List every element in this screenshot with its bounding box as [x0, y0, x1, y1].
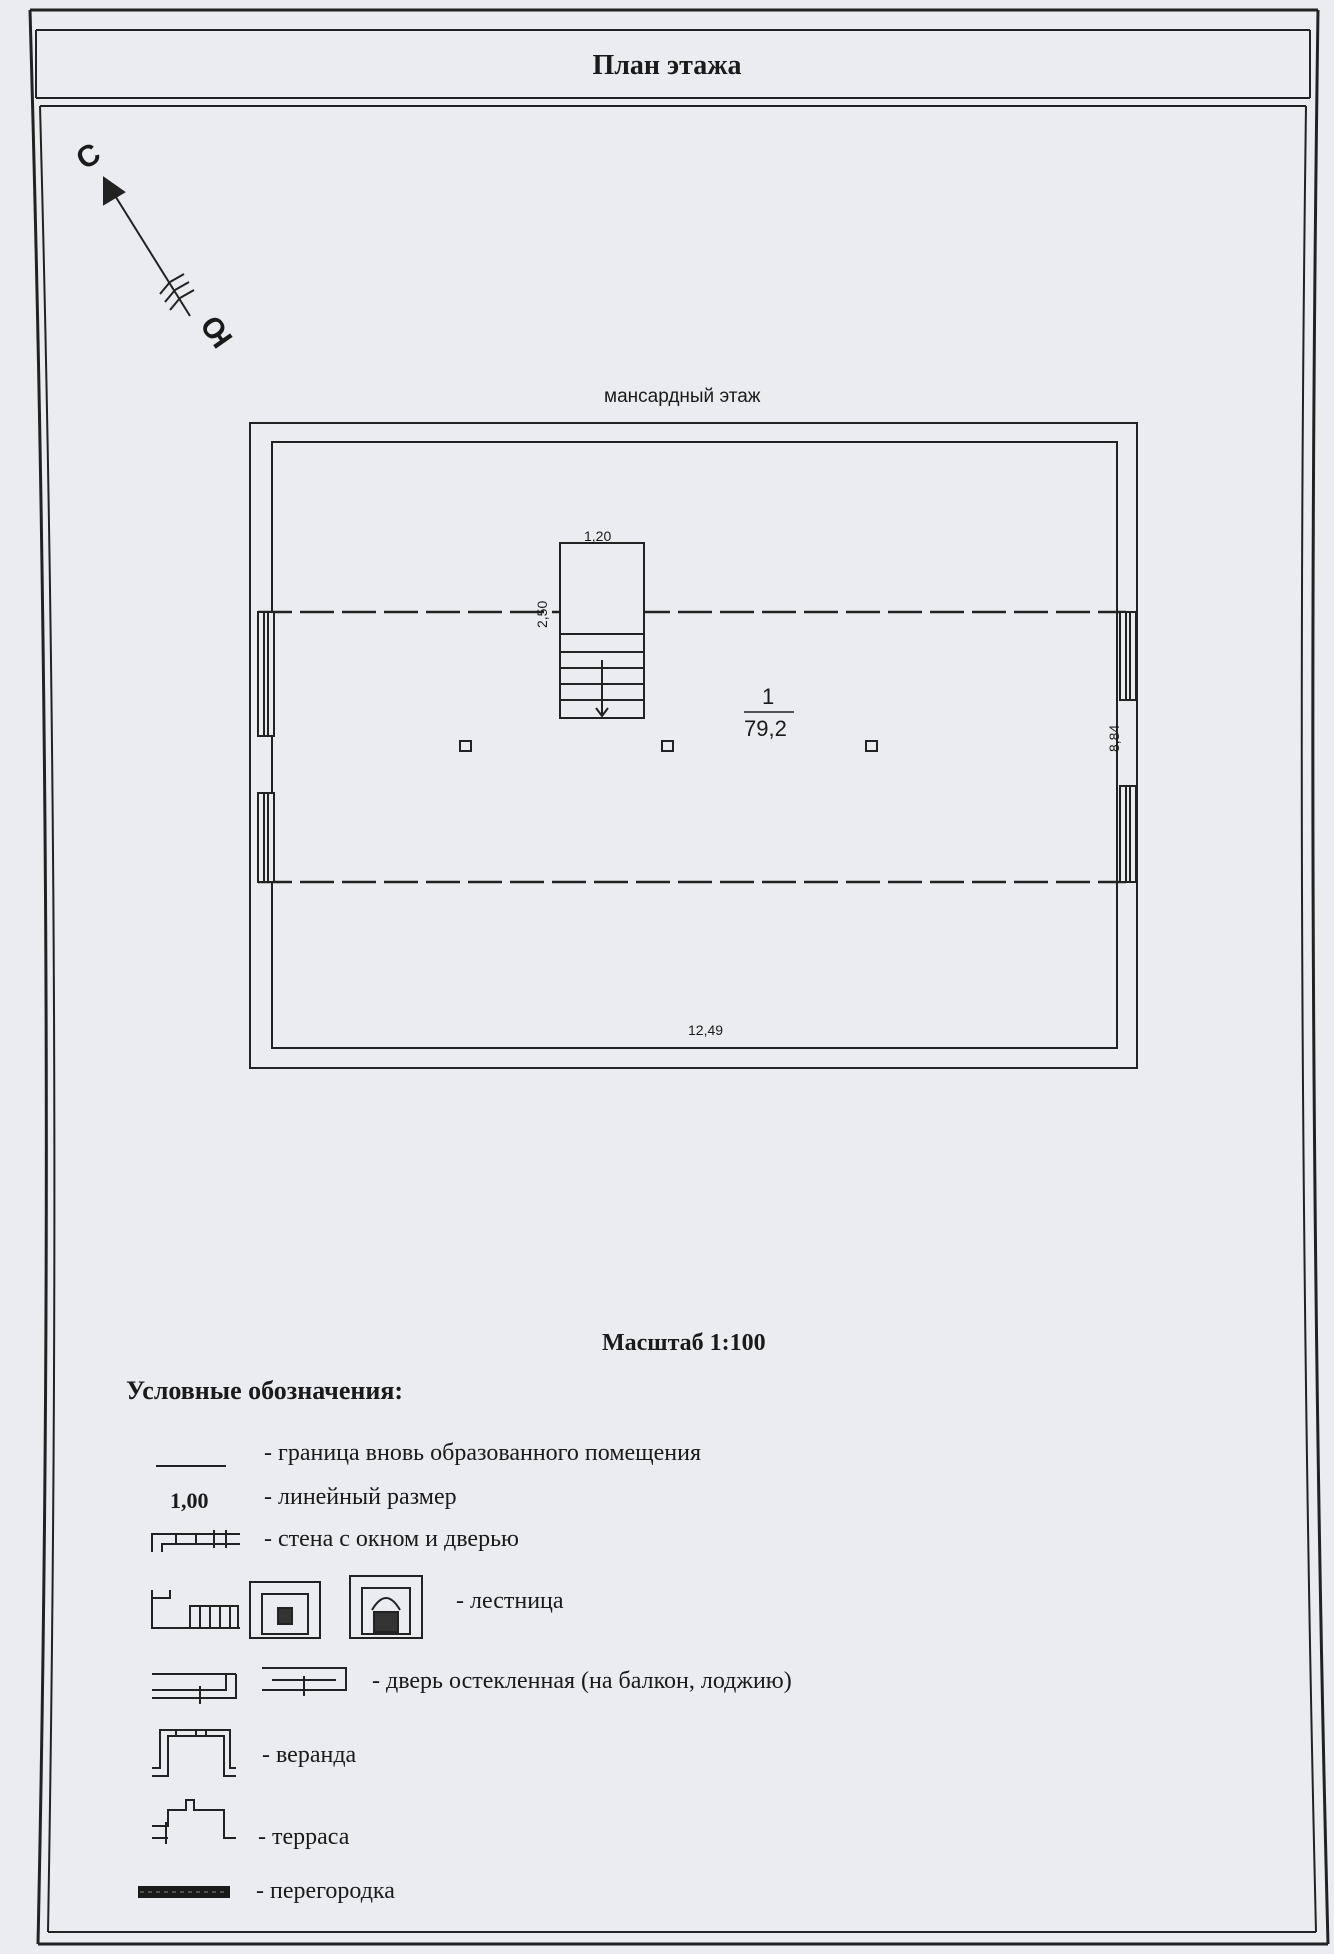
- column-1: [460, 741, 471, 751]
- floor-label: мансардный этаж: [604, 386, 761, 407]
- dimension-depth: 8,84: [1106, 724, 1122, 752]
- page-frame: [30, 10, 1328, 1944]
- legend-item-symbol-text: 1,00: [170, 1488, 209, 1513]
- legend-item-terrace: - терраса: [258, 1824, 350, 1850]
- window-right-2: [1120, 786, 1136, 882]
- compass-arrow: [104, 178, 194, 316]
- scale-label: Масштаб 1:100: [602, 1330, 766, 1356]
- compass-south-label: Ю: [194, 309, 240, 354]
- column-2: [662, 741, 673, 751]
- window-left-1: [258, 612, 274, 736]
- window-left-2: [258, 793, 274, 882]
- staircase: [560, 543, 644, 718]
- legend-item-partition: - перегородка: [256, 1878, 395, 1904]
- legend-symbol-veranda: [152, 1730, 236, 1776]
- legend-item-veranda: - веранда: [262, 1742, 357, 1768]
- legend-symbol-terrace: [152, 1800, 236, 1844]
- stair-length-label: 2,50: [534, 600, 550, 628]
- page-title: План этажа: [592, 50, 742, 81]
- legend-symbol-stairs: [152, 1576, 422, 1638]
- legend-title: Условные обозначения:: [126, 1376, 404, 1405]
- column-3: [866, 741, 877, 751]
- window-right-1: [1120, 612, 1136, 700]
- legend-symbol-wall-window-door: [152, 1530, 240, 1552]
- legend-item-wall-window-door: - стена с окном и дверью: [264, 1526, 519, 1552]
- floor-plan: [250, 423, 1137, 1068]
- legend-item-linear-dimension: - линейный размер: [264, 1484, 457, 1510]
- dimension-width: 12,49: [688, 1022, 724, 1038]
- outer-wall: [250, 423, 1137, 1068]
- stair-width-label: 1,20: [584, 528, 612, 544]
- legend-symbol-glazed-door: [152, 1668, 346, 1704]
- room-number: 1: [762, 684, 775, 709]
- legend-item-stairs: - лестница: [456, 1588, 564, 1614]
- inner-wall: [272, 442, 1117, 1048]
- legend-item-glazed-door: - дверь остекленная (на балкон, лоджию): [372, 1668, 792, 1694]
- compass-north-label: С: [70, 136, 107, 177]
- legend-item-boundary: - граница вновь образованного помещения: [264, 1440, 702, 1466]
- arrow-feathers: [160, 274, 194, 310]
- room-area: 79,2: [744, 716, 787, 741]
